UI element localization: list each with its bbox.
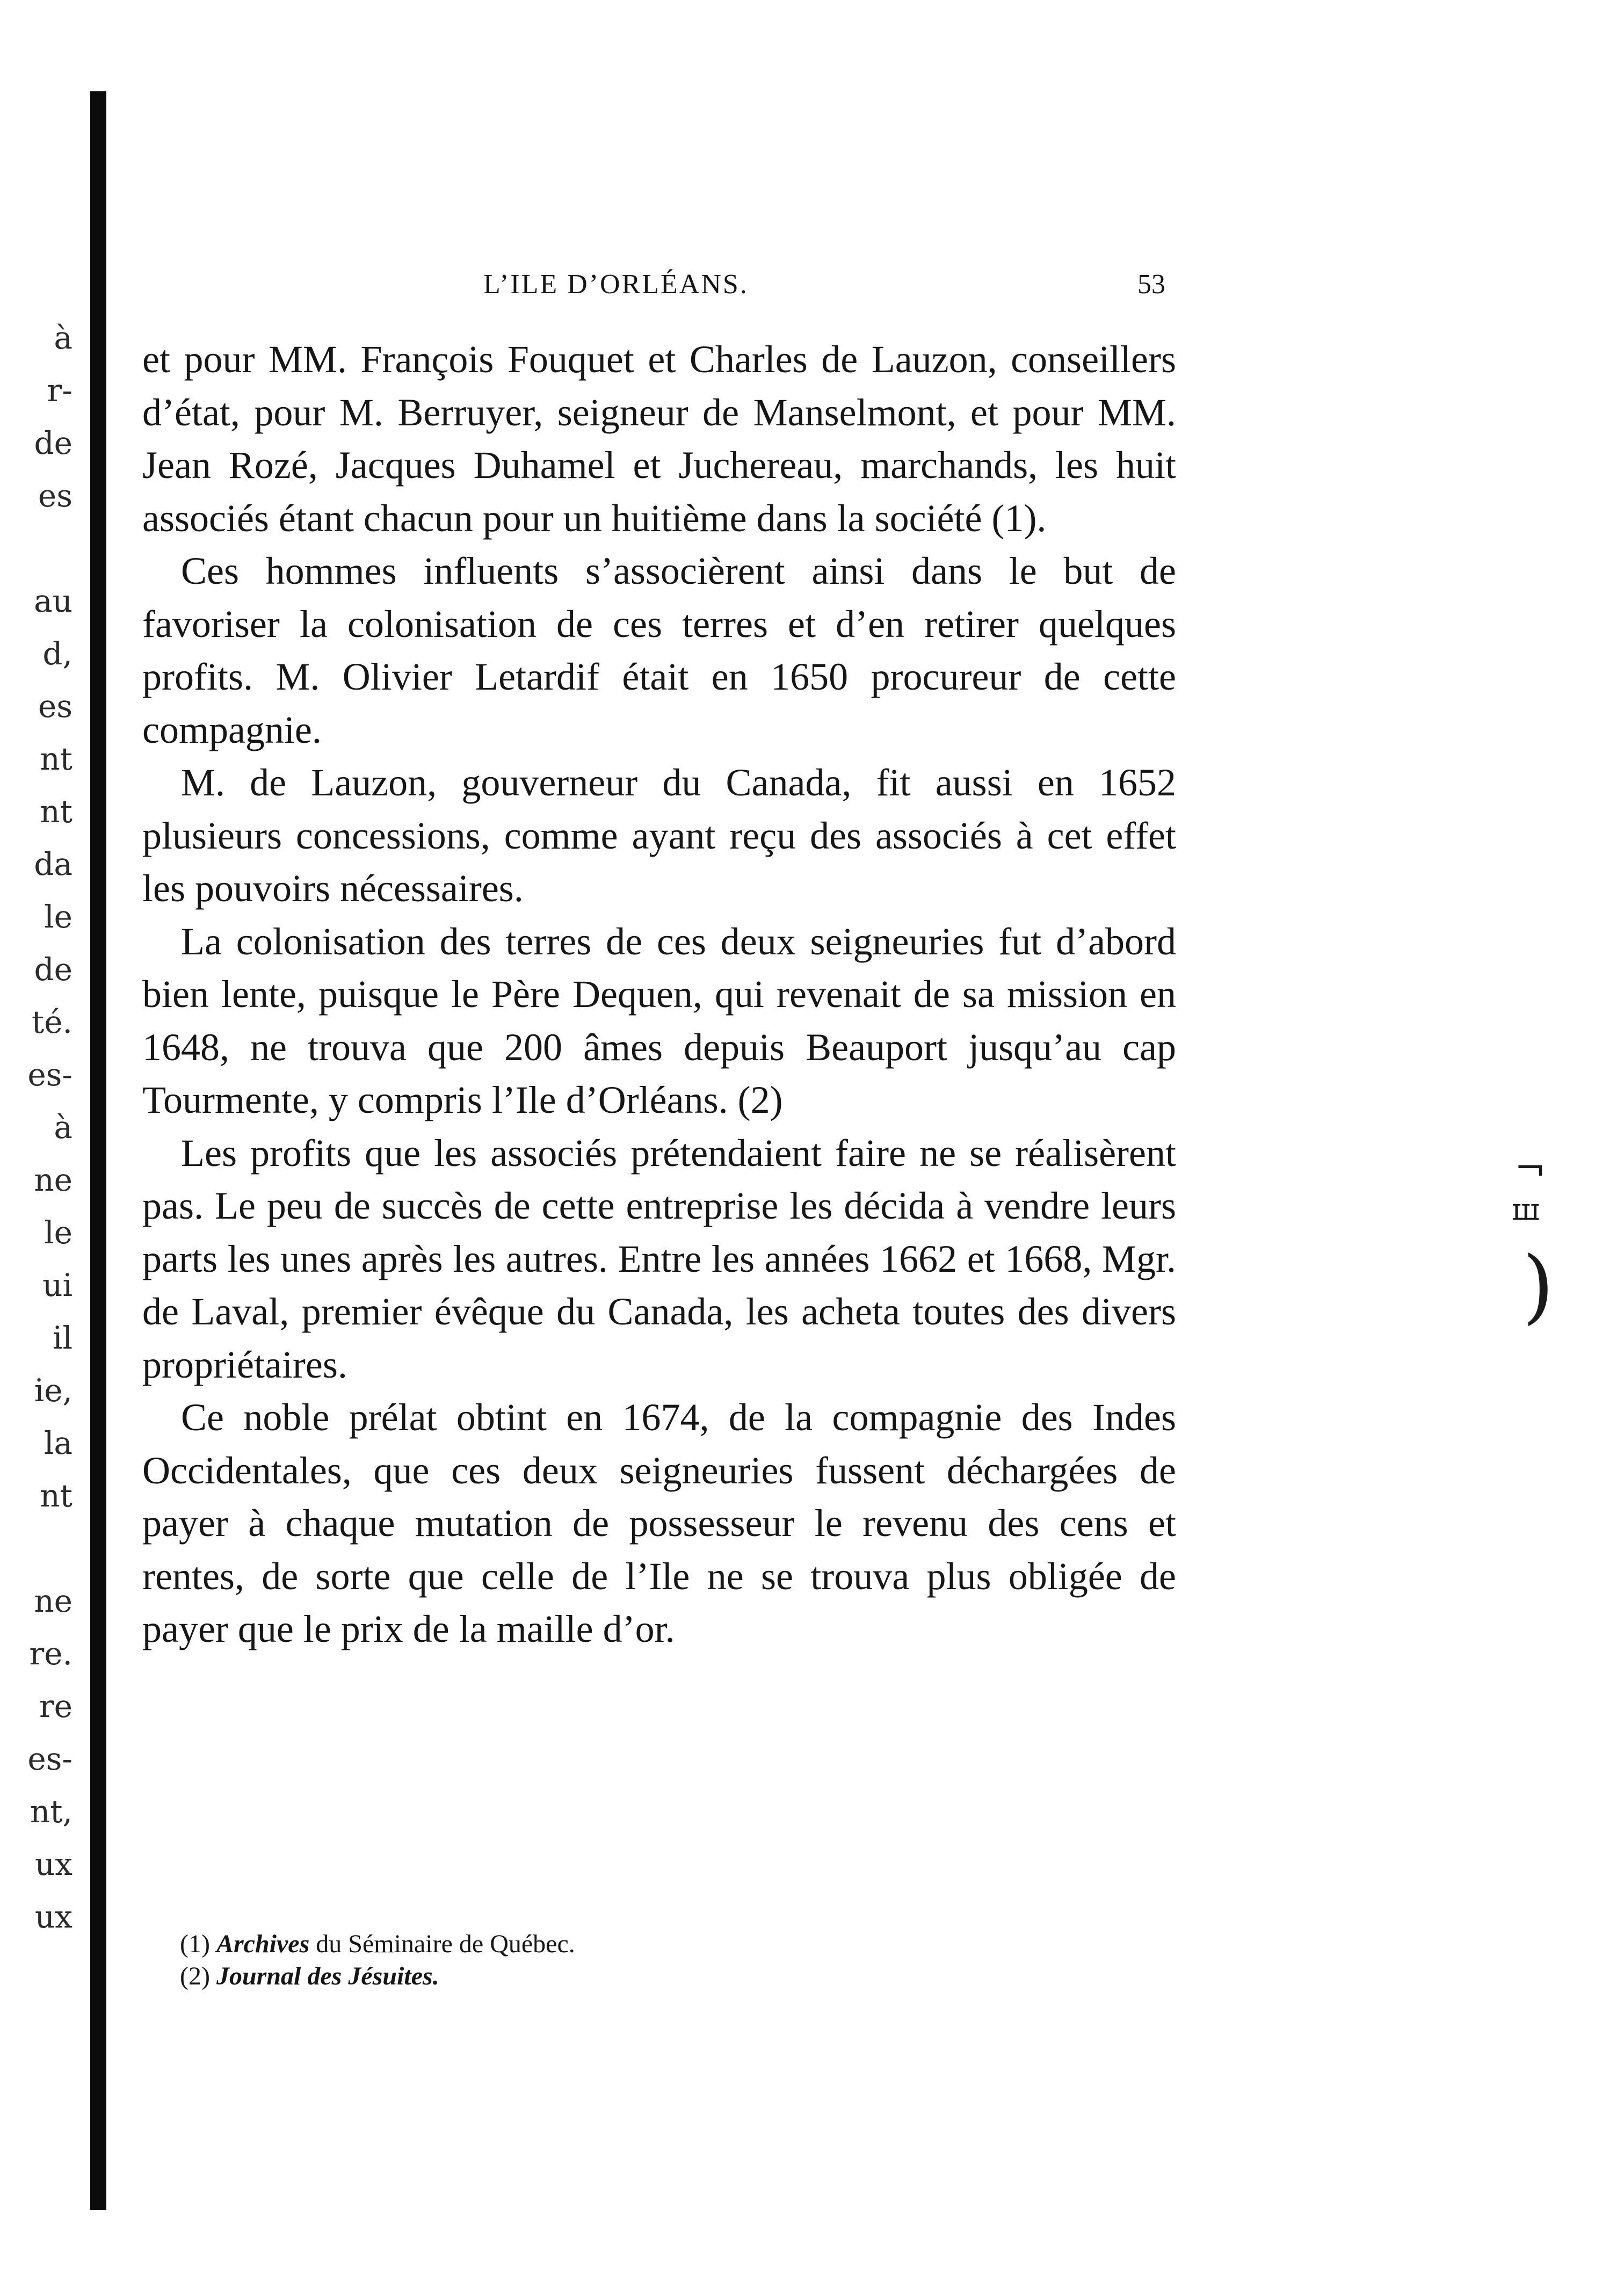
page-number: 53 — [1137, 269, 1165, 300]
bleed-fragment: ui — [42, 1267, 73, 1303]
bleed-fragment: nt — [40, 793, 73, 830]
bleed-fragment: le — [44, 899, 73, 935]
scan-gutter-bar — [90, 91, 106, 2210]
bleed-fragment: re — [39, 1688, 73, 1725]
bleed-fragment: de — [34, 951, 73, 988]
footnote — [180, 1928, 1093, 1960]
bleed-fragment: es — [38, 477, 73, 514]
bleed-fragment: da — [34, 846, 73, 882]
bleed-fragment: ux — [34, 1846, 73, 1882]
footnote-text: du Séminaire de Québec. — [309, 1930, 575, 1958]
running-title: L’ILE D’ORLÉANS. — [483, 269, 749, 300]
facing-page-bleed — [0, 311, 73, 1943]
bleed-fragment: té. — [31, 1004, 73, 1040]
bleed-fragment: à — [54, 1109, 73, 1146]
bleed-fragment: re. — [29, 1635, 73, 1672]
bleed-fragment: es — [38, 688, 73, 725]
footnote-marker: (2) — [180, 1962, 210, 1990]
paragraph: Ce noble prélat obtint en 1674, de la compagnie des Indes Occidentales, que ces deux seigneuries fussent déchargées de payer à chaque mutation de possesseur le revenu des cens et rentes, de sorte que celle de l’Ile ne se trouva plus obligée de payer que le prix de la maille d’or. — [142, 1396, 1176, 1650]
bleed-fragment: ne — [34, 1162, 73, 1198]
footnote-marker: (1) — [180, 1930, 210, 1958]
bleed-fragment: de — [34, 425, 73, 461]
bleed-fragment: ux — [34, 1899, 73, 1935]
bleed-fragment: au — [34, 583, 73, 619]
bleed-fragment: la — [44, 1425, 73, 1461]
paragraph: Les profits que les associés prétendaient faire ne se réalisèrent pas. Le peu de succès de cette entreprise les décida à vendre leurs parts les unes après les autres. Entre les années 1662 et 1668, Mgr. de Laval, premier évêque du Canada, les acheta toutes des divers propriétaires. — [142, 1131, 1176, 1386]
paragraph: M. de Lauzon, gouverneur du Canada, fit aussi en 1652 plusieurs concessions, comme ayant reçu des associés à cet effet les pouvoirs nécessaires. — [142, 761, 1176, 910]
paragraph: La colonisation des terres de ces deux seigneuries fut d’abord bien lente, puisque le Père Dequen, qui revenait de sa mission en 1648, ne trouva que 200 âmes depuis Beauport jusqu’au cap Tourmente, y compris l’Ile d’Orléans. (2) — [142, 919, 1176, 1121]
edge-speck: ш — [1512, 1192, 1540, 1227]
edge-speck: ) — [1523, 1240, 1554, 1333]
bleed-fragment: ne — [34, 1583, 73, 1619]
bleed-fragment: d, — [42, 635, 73, 672]
paragraph: Ces hommes influents s’associèrent ainsi dans le but de favoriser la colonisation de ces terres et d’en retirer quelques profits. M. Olivier Letardif était en 1650 procureur de cette compagnie. — [142, 549, 1176, 751]
footnote-source-title: Archives — [216, 1930, 310, 1958]
footnote — [180, 1960, 1093, 1993]
bleed-fragment: r- — [47, 372, 73, 409]
page-header — [142, 269, 1165, 317]
bleed-gap — [0, 522, 73, 575]
bleed-gap — [0, 1522, 73, 1575]
bleed-fragment: nt, — [30, 1793, 73, 1830]
bleed-fragment: le — [44, 1214, 73, 1251]
bleed-fragment: nt — [40, 741, 73, 777]
footnotes — [180, 1928, 1093, 1993]
body-text — [142, 333, 1176, 1656]
bleed-fragment: il — [52, 1320, 73, 1356]
edge-speck: ¬ — [1514, 1146, 1546, 1190]
paragraph: et pour MM. François Fouquet et Charles de Lauzon, conseillers d’état, pour M. Berruyer, seigneur de Manselmont, et pour MM. Jean Rozé, Jacques Duhamel et Juchereau, marchands, les huit associés étant chacun pour un huitième dans la société (1). — [142, 338, 1176, 540]
bleed-fragment: es- — [27, 1741, 73, 1777]
bleed-fragment: ie, — [34, 1372, 73, 1409]
bleed-fragment: à — [54, 320, 73, 356]
bleed-fragment: nt — [40, 1477, 73, 1514]
footnote-source-title: Journal des Jésuites. — [216, 1962, 439, 1990]
bleed-fragment: es- — [27, 1056, 73, 1093]
